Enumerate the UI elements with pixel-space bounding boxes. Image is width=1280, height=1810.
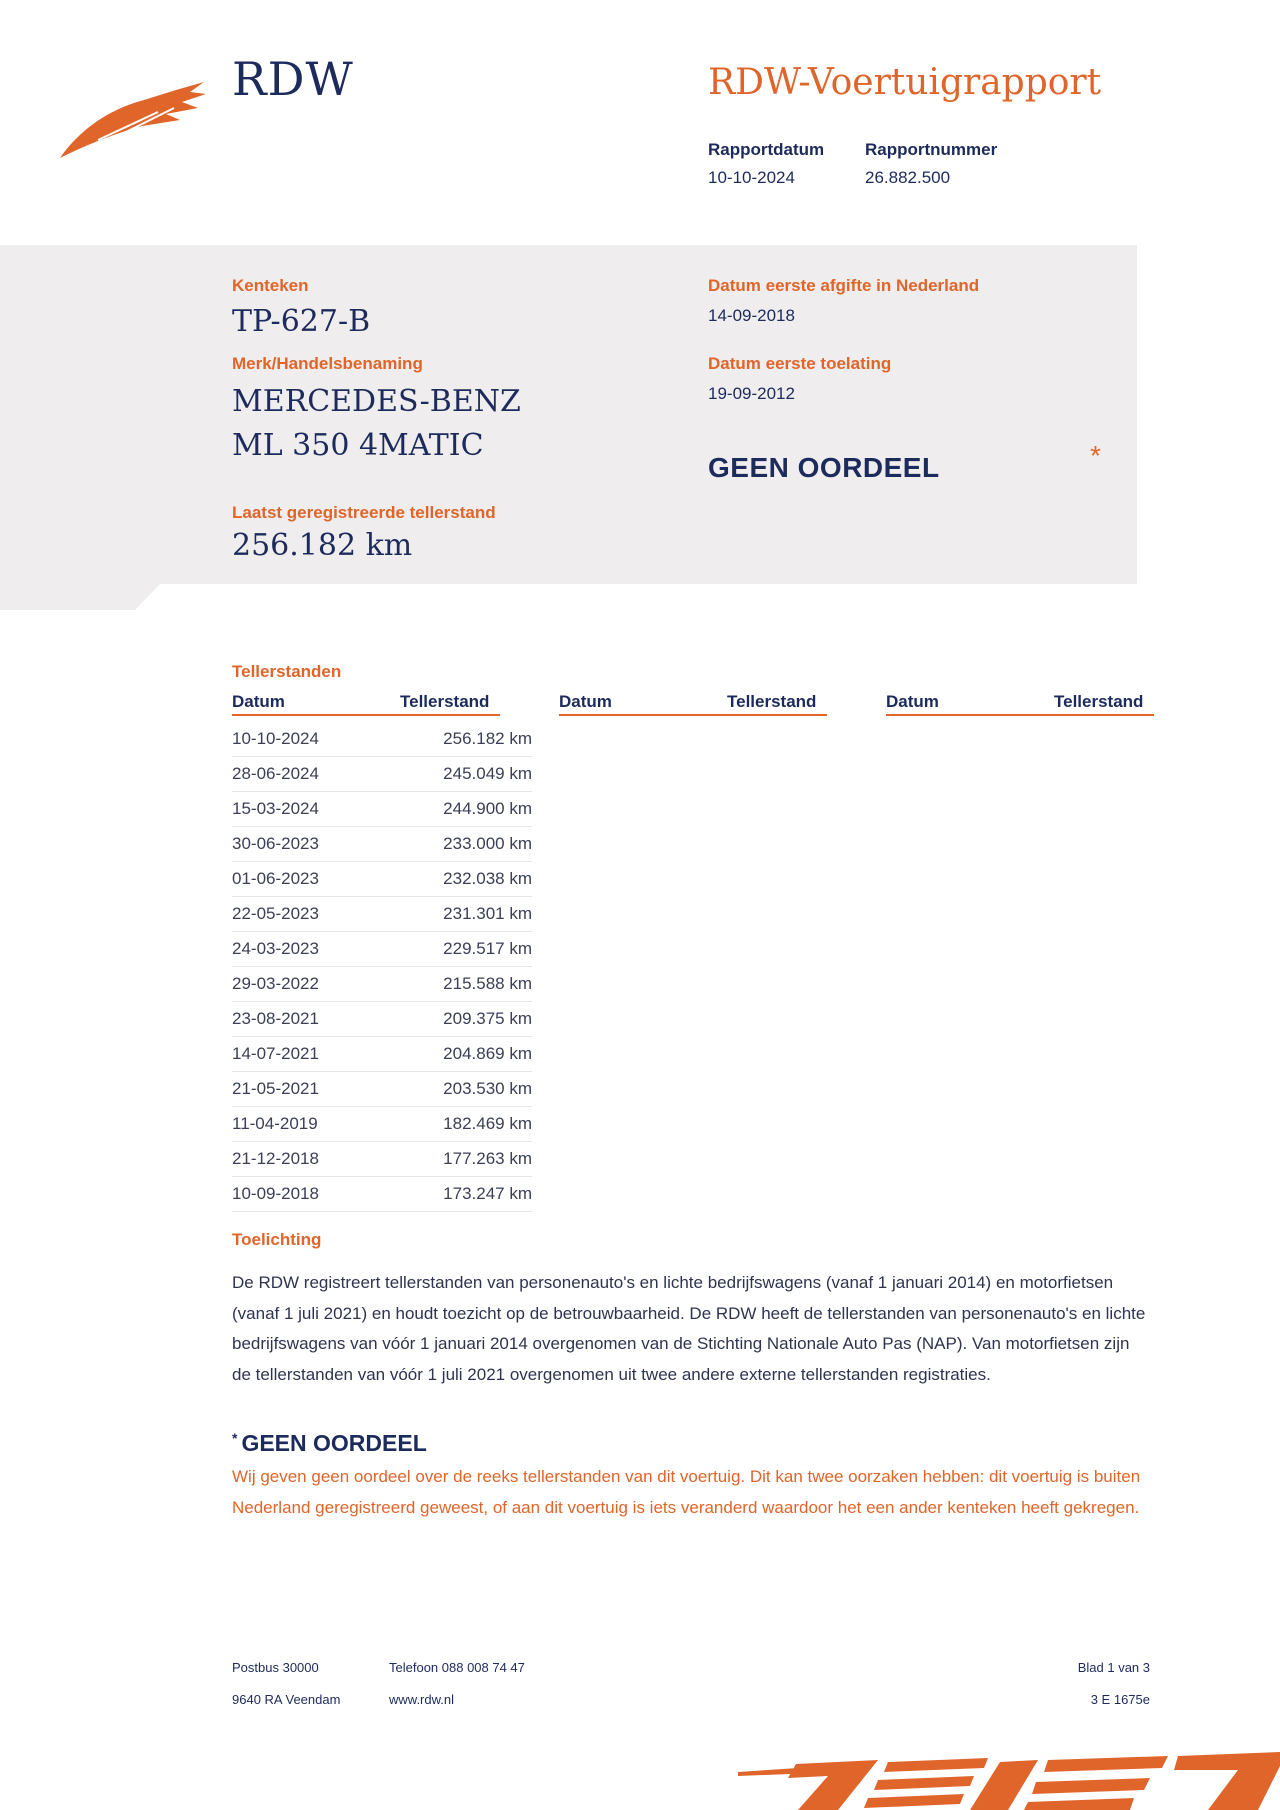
table-row [232,1002,532,1037]
report-title: RDW-Voertuigrapport [708,62,1102,103]
col-header-datum-1: Datum [232,692,285,711]
geen-oordeel-text: Wij geven geen oordeel over de reeks tellerstanden van dit voertuig. Dit kan twee oorzaken hebben: dit voertuig is buiten Nederland geregistreerd geweest, of aan dit voertuig is iets veranderd waardoor het een ander kenteken heeft gekregen. [232,1467,1141,1517]
col-header-datum-3: Datum [886,692,939,711]
rapportdatum-label: Rapportdatum [708,140,825,159]
geen-oordeel-heading [232,1430,427,1457]
toelichting-text: De RDW registreert tellerstanden van personenauto's en lichte bedrijfswagens (vanaf 1 januari 2014) en motorfietsen (vanaf 1 juli 2021) en houdt toezicht op de betrouwbaarheid. De RDW heeft de tellerstanden van personenauto's en lichte bedrijfswagens van vóór 1 januari 2014 overgenomen van de Stichting Nationale Auto Pas (NAP). Van motorfietsen zijn de tellerstanden van vóór 1 juli 2021 overgenomen uit twee andere externe tellerstanden registraties. [232,1273,1146,1384]
footer-plaats: 9640 RA Veendam [232,1692,341,1707]
table-row [232,1037,532,1072]
col-header-underline-2 [559,714,827,716]
merk-value-line1: MERCEDES-BENZ [232,384,521,419]
rapportnummer-value: 26.882.500 [865,168,951,187]
row-tellerstand: 233.000 km [398,827,532,862]
tellerstand-label: Laatst geregistreerde tellerstand [232,503,496,522]
row-tellerstand: 209.375 km [398,1002,532,1037]
toelating-value: 19-09-2012 [708,384,795,403]
table-row [232,827,532,862]
row-tellerstand: 232.038 km [398,862,532,897]
oordeel-footnote-marker: * [1090,440,1101,471]
col-header-underline-3 [886,714,1154,716]
oordeel-status: GEEN OORDEEL [708,452,940,483]
table-row [232,932,532,967]
kenteken-label: Kenteken [232,276,309,295]
row-datum: 30-06-2023 [232,827,398,862]
row-datum: 23-08-2021 [232,1002,398,1037]
table-row [232,757,532,792]
table-row [232,1177,532,1212]
row-tellerstand: 204.869 km [398,1037,532,1072]
table-row [232,722,532,757]
table-row [232,792,532,827]
rdw-logo-icon [58,82,208,162]
row-tellerstand: 173.247 km [398,1177,532,1212]
vehicle-summary-panel [0,245,1137,610]
footer-postbus: Postbus 30000 [232,1660,319,1675]
geen-oordeel-title: GEEN OORDEEL [241,1430,427,1456]
row-datum: 11-04-2019 [232,1107,398,1142]
table-row [232,967,532,1002]
row-datum: 15-03-2024 [232,792,398,827]
geen-oordeel-star: * [232,1430,238,1446]
row-tellerstand: 229.517 km [398,932,532,967]
merk-label: Merk/Handelsbenaming [232,354,423,373]
col-header-tellerstand-2: Tellerstand [727,692,817,711]
merk-value-line2: ML 350 4MATIC [232,428,484,463]
col-header-tellerstand-1: Tellerstand [400,692,490,711]
col-header-underline-1 [232,714,500,716]
footer-stripes-icon [738,1752,1280,1810]
afgifte-value: 14-09-2018 [708,306,795,325]
kenteken-value: TP-627-B [232,304,371,339]
table-row [232,1142,532,1177]
row-tellerstand: 203.530 km [398,1072,532,1107]
row-tellerstand: 215.588 km [398,967,532,1002]
row-datum: 21-12-2018 [232,1142,398,1177]
row-tellerstand: 231.301 km [398,897,532,932]
footer-website-link[interactable]: www.rdw.nl [389,1692,455,1707]
col-header-datum-2: Datum [559,692,612,711]
brand-name: RDW [232,52,354,106]
row-datum: 21-05-2021 [232,1072,398,1107]
row-tellerstand: 244.900 km [398,792,532,827]
tellerstanden-title: Tellerstanden [232,662,342,681]
table-row [232,1072,532,1107]
row-datum: 01-06-2023 [232,862,398,897]
footer-doc-code: 3 E 1675e [1090,1692,1150,1707]
toelating-label: Datum eerste toelating [708,354,892,373]
row-datum: 10-10-2024 [232,722,398,757]
table-row [232,862,532,897]
tellerstand-value: 256.182 km [232,528,413,563]
row-datum: 24-03-2023 [232,932,398,967]
toelichting-title: Toelichting [232,1230,322,1249]
row-datum: 22-05-2023 [232,897,398,932]
footer-telefoon: Telefoon 088 008 74 47 [389,1660,525,1675]
row-tellerstand: 182.469 km [398,1107,532,1142]
row-datum: 10-09-2018 [232,1177,398,1212]
rapportdatum-value: 10-10-2024 [708,168,795,187]
table-row [232,1107,532,1142]
col-header-tellerstand-3: Tellerstand [1054,692,1144,711]
tellerstanden-table [232,722,532,1212]
table-row [232,897,532,932]
row-datum: 29-03-2022 [232,967,398,1002]
row-datum: 14-07-2021 [232,1037,398,1072]
row-tellerstand: 256.182 km [398,722,532,757]
afgifte-label: Datum eerste afgifte in Nederland [708,276,980,295]
row-tellerstand: 177.263 km [398,1142,532,1177]
row-datum: 28-06-2024 [232,757,398,792]
footer-page-number: Blad 1 van 3 [1077,1660,1150,1675]
rapportnummer-label: Rapportnummer [865,140,998,159]
row-tellerstand: 245.049 km [398,757,532,792]
